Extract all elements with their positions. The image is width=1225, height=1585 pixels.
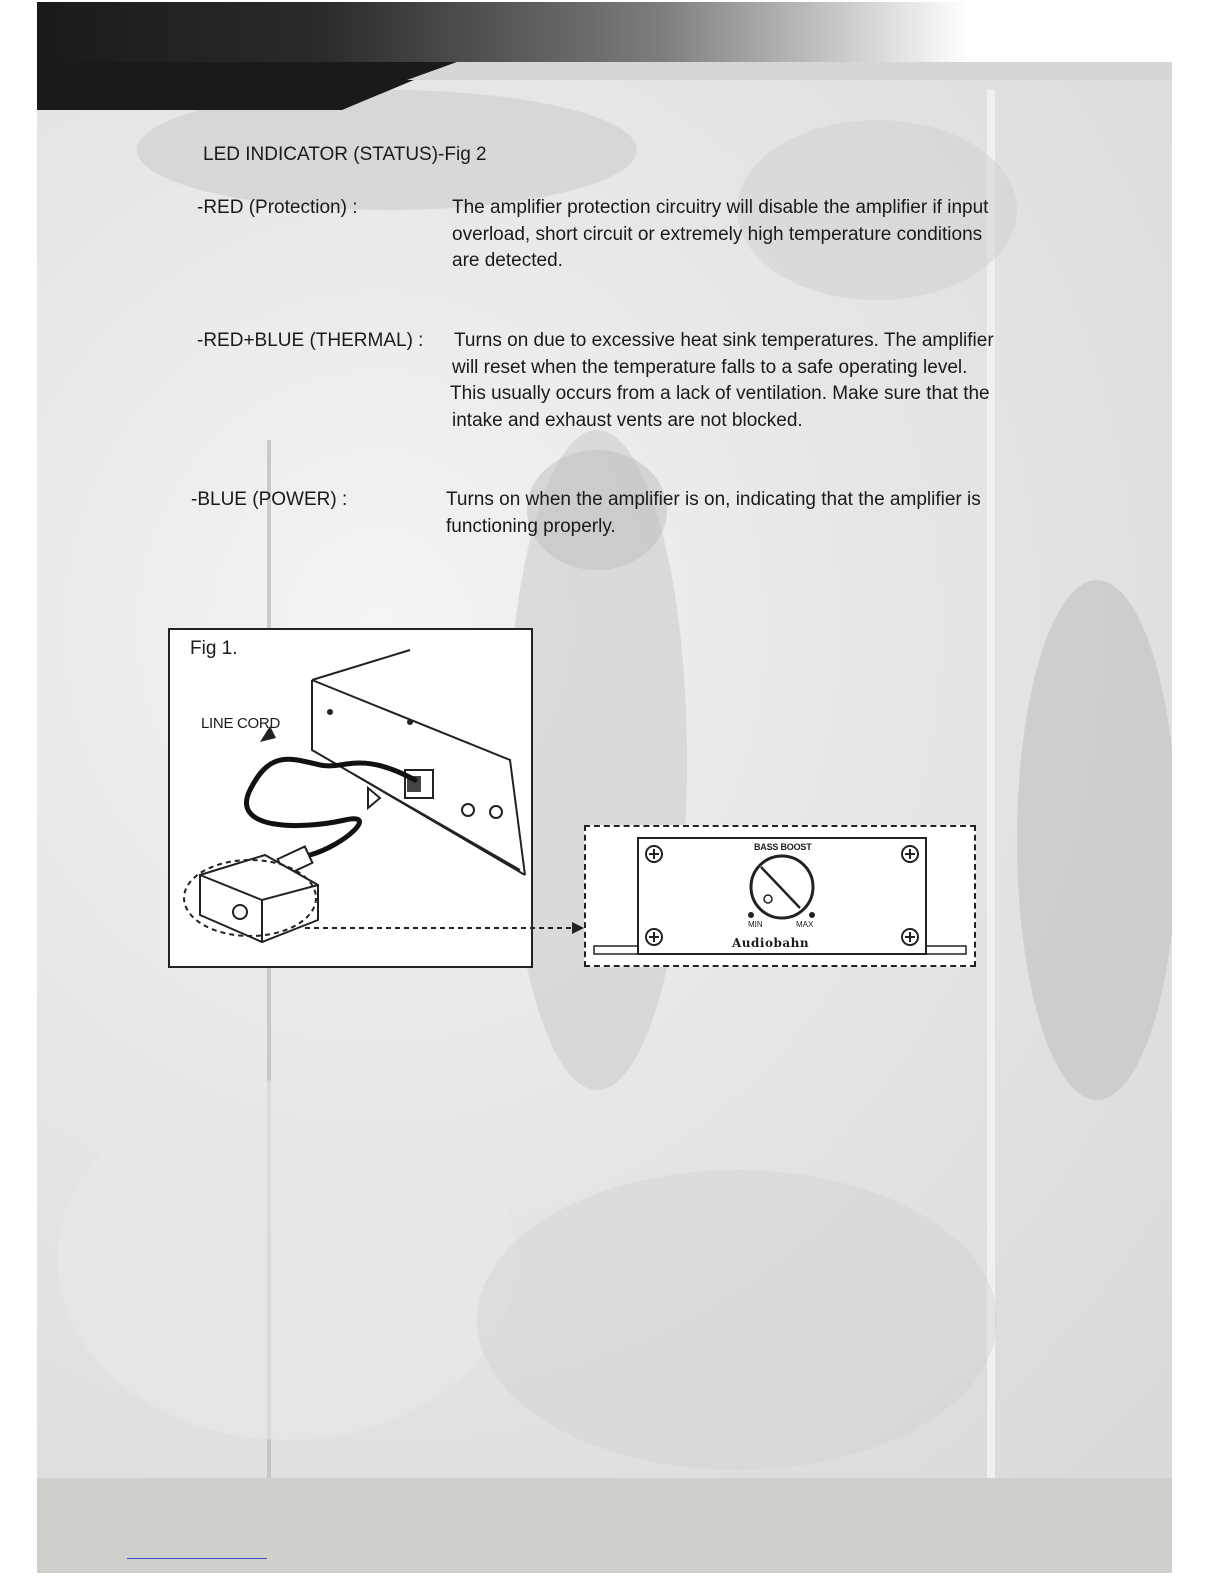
figure-1-title: Fig 1. [190,638,238,659]
bass-boost-title: BASS BOOST [754,842,812,852]
text-line: Turns on due to excessive heat sink temperatures. The amplifier [454,330,994,351]
bass-boost-max-label: MAX [796,920,814,929]
text-line: The amplifier protection circuitry will disable the amplifier if input [452,197,989,218]
text-line: This usually occurs from a lack of ventilation. Make sure that the [450,383,990,404]
indicator-label-red: -RED (Protection) : [197,197,358,218]
indicator-label-thermal: -RED+BLUE (THERMAL) : [197,330,424,351]
text-line: intake and exhaust vents are not blocked. [452,409,803,431]
bass-boost-min-label: MIN [748,920,763,929]
text-line: will reset when the temperature falls to a safe operating level. [452,356,968,378]
text-line: functioning properly. [446,515,616,537]
text-line: overload, short circuit or extremely high temperature conditions [452,223,983,245]
figure-1 [168,628,533,968]
line-cord-label: LINE CORD [201,715,280,732]
indicator-label-power: -BLUE (POWER) : [191,489,348,510]
header-banner [37,2,1172,110]
indicator-desc-red [452,195,988,275]
text-line: Turns on when the amplifier is on, indicating that the amplifier is [446,489,981,510]
amplifier-illustration [170,630,531,966]
footer-link-underline[interactable] [127,1558,267,1559]
bass-boost-panel-detail [584,825,976,967]
brand-logo-text: Audiobahn [732,936,810,950]
indicator-desc-power [446,487,981,540]
indicator-desc-thermal [452,328,994,434]
text-line: are detected. [452,250,563,271]
section-heading: LED INDICATOR (STATUS)-Fig 2 [203,144,487,165]
